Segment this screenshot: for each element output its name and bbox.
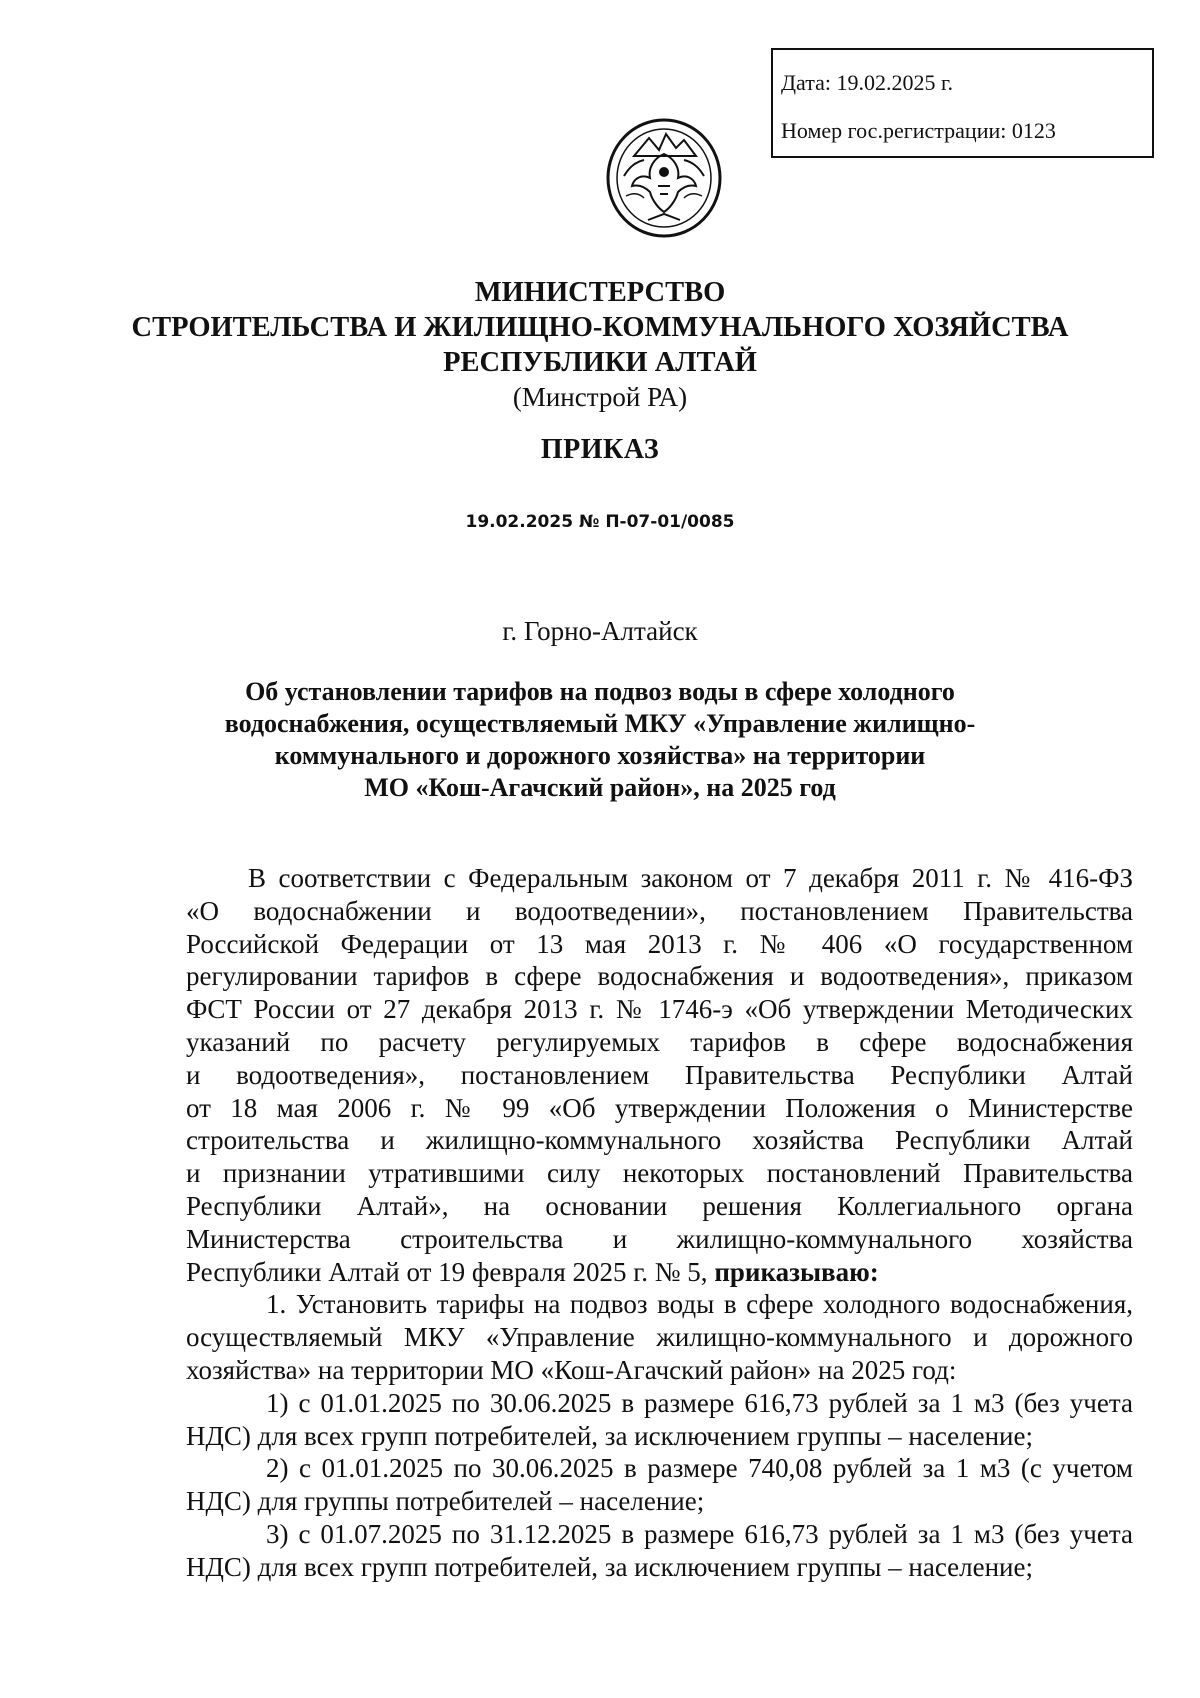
preamble-last-line: [186, 1256, 1133, 1289]
org-title-line-2: СТРОИТЕЛЬСТВА И ЖИЛИЩНО-КОММУНАЛЬНОГО ХОЗЯЙСТВА: [131, 312, 1069, 343]
org-title-line-3: РЕСПУБЛИКИ АЛТАЙ: [443, 347, 757, 378]
subitem-3-line: 3) с 01.07.2025 по 31.12.2025 в размере 616,73 рублей за 1 м3 (без учета: [266, 1518, 1133, 1549]
coat-of-arms-icon: [604, 116, 724, 240]
subject-line: Об установлении тарифов на подвоз воды в сфере холодного: [245, 677, 955, 706]
item-1-line: осуществляемый МКУ «Управление жилищно-коммунального и дорожного: [186, 1322, 1133, 1353]
registration-date-label: Дата: [781, 70, 825, 95]
preamble-line: указаний по расчету регулируемых тарифов в сфере водоснабжения: [186, 1026, 1133, 1057]
org-short-name: (Минстрой РА): [512, 382, 688, 412]
preamble-line: Российской Федерации от 13 мая 2013 г. № 406 «О государственном: [186, 928, 1133, 959]
item-1-line: 1. Установить тарифы на подвоз воды в сфере холодного водоснабжения,: [266, 1289, 1133, 1320]
preamble-line: регулировании тарифов в сфере водоснабжения и водоотведения», приказом: [186, 961, 1133, 992]
preamble-line: Министерства строительства и жилищно-коммунального хозяйства: [186, 1223, 1133, 1254]
preamble-line: В соответствии с Федеральным законом от 7 декабря 2011 г. № 416-ФЗ: [248, 863, 1133, 893]
document-subject: [0, 676, 1200, 804]
preamble-line: Республики Алтай», на основании решения Коллегиального органа: [186, 1190, 1133, 1221]
preamble-line: и признании утратившими силу некоторых постановлений Правительства: [186, 1158, 1133, 1189]
registration-box: [771, 48, 1154, 158]
item-1-line: хозяйства» на территории МО «Кош-Агачский район» на 2025 год:: [186, 1354, 957, 1385]
registration-number: Номер гос.регистрации: 0123: [781, 118, 1056, 143]
document-number: 19.02.2025 № П-07-01/0085: [465, 512, 735, 532]
preamble-line: от 18 мая 2006 г. № 99 «Об утверждении Положения о Министерстве: [186, 1092, 1133, 1123]
preamble-line: ФСТ России от 27 декабря 2013 г. № 1746-э «Об утверждении Методических: [186, 994, 1133, 1025]
subitem-2-line: 2) с 01.01.2025 по 30.06.2025 в размере 740,08 рублей за 1 м3 (с учетом: [266, 1453, 1133, 1484]
preamble-line: «О водоснабжении и водоотведении», постановлением Правительства: [186, 895, 1133, 926]
subject-line: коммунального и дорожного хозяйства» на территории: [274, 741, 926, 770]
registration-number-label: Номер гос.регистрации: [781, 118, 1001, 143]
preamble-last-text: Республики Алтай от 19 февраля 2025 г. № 5,: [186, 1256, 708, 1287]
subject-line: водоснабжения, осуществляемый МКУ «Управление жилищно-: [224, 709, 976, 738]
subject-line: МО «Кош-Агачский район», на 2025 год: [364, 773, 836, 802]
registration-date: Дата: 19.02.2025 г.: [781, 70, 954, 95]
preamble-line: и водоотведения», постановлением Правительства Республики Алтай: [186, 1059, 1133, 1090]
subitem-2-line: НДС) для группы потребителей – население;: [186, 1486, 705, 1517]
document-city: г. Горно-Алтайск: [502, 616, 698, 646]
org-title-line-1: МИНИСТЕРСТВО: [474, 277, 726, 308]
registration-number-value: 0123: [1011, 118, 1056, 143]
subitem-1-line: 1) с 01.01.2025 по 30.06.2025 в размере 616,73 рублей за 1 м3 (без учета: [266, 1387, 1133, 1418]
document-body: [186, 862, 1133, 1584]
order-verb: приказываю:: [714, 1256, 879, 1287]
registration-date-value: 19.02.2025 г.: [836, 70, 954, 95]
subitem-3-line: НДС) для всех групп потребителей, за исключением группы – население;: [186, 1551, 1033, 1582]
preamble-line: строительства и жилищно-коммунального хозяйства Республики Алтай: [186, 1125, 1133, 1156]
subitem-1-line: НДС) для всех групп потребителей, за исключением группы – население;: [186, 1420, 1033, 1451]
document-type: ПРИКАЗ: [540, 434, 660, 465]
